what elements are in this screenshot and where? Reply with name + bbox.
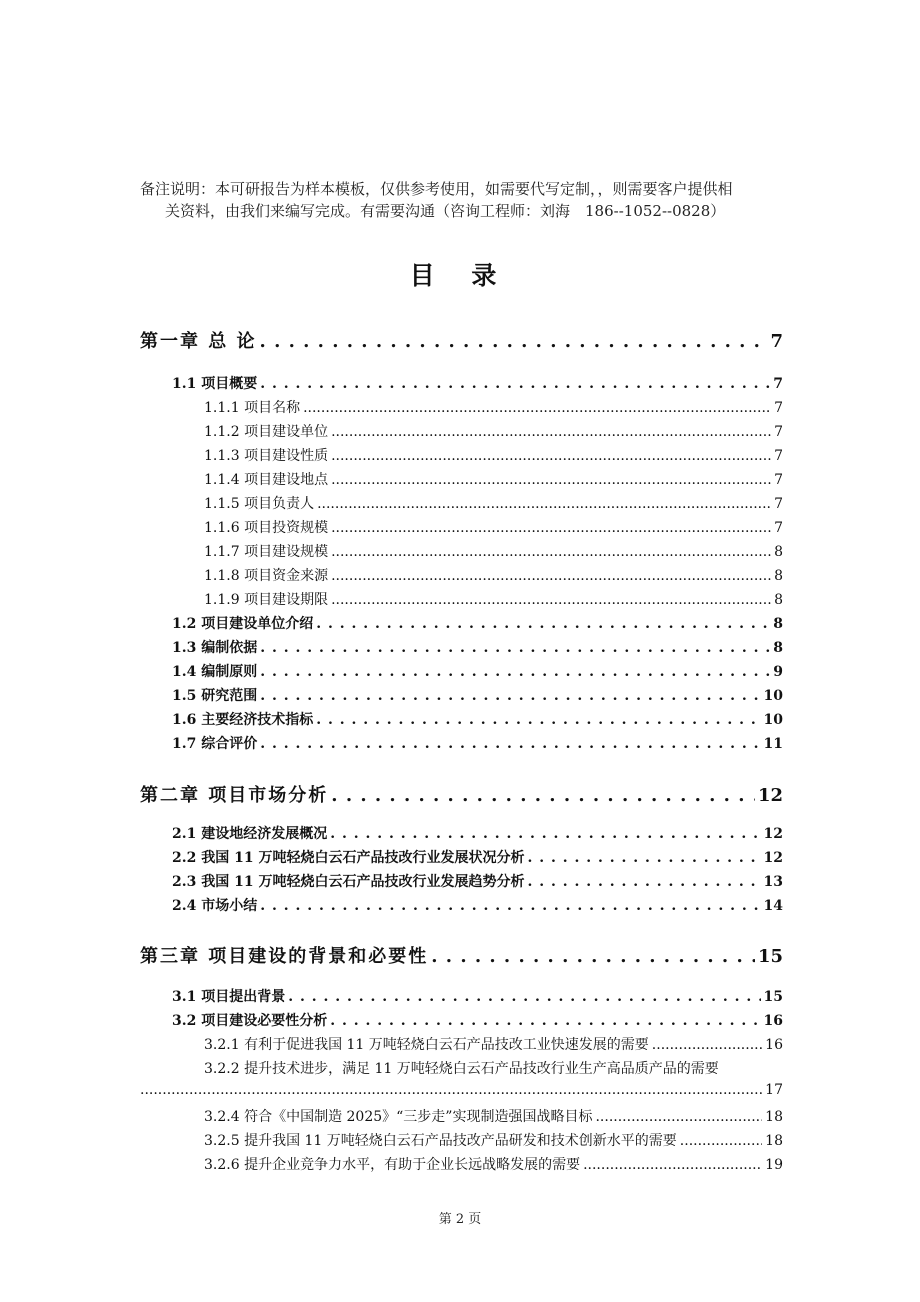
toc-entry-wrapped-leader[interactable]: ..... 17 (140, 1082, 783, 1098)
toc-entry[interactable]: 1.1 项目概要 . . . 7 (172, 373, 783, 393)
toc-entry[interactable]: 1.4 编制原则 . . . 9 (172, 661, 783, 681)
toc-entry[interactable]: 1.5 研究范围 . . . 10 (172, 685, 783, 705)
toc-entry[interactable]: 1.1.7 项目建设规模 ..... 8 (204, 541, 783, 561)
toc-entry[interactable]: 1.7 综合评价 . . . 11 (172, 733, 783, 753)
toc-entry[interactable]: 3.1 项目提出背景 . . . 15 (172, 986, 783, 1006)
toc-entry[interactable]: 1.3 编制依据 . . . 8 (172, 637, 783, 657)
toc-entry[interactable]: 3.2 项目建设必要性分析 . . . 16 (172, 1010, 783, 1030)
toc-entry[interactable]: 1.2 项目建设单位介绍 . . . 8 (172, 613, 783, 633)
toc-entry[interactable]: 3.2.5 提升我国 11 万吨轻烧白云石产品技改产品研发和技术创新水平的需要 ..... 18 (204, 1130, 783, 1150)
toc-title: 目 录 (409, 261, 511, 290)
disclaimer-line-2: 关资料，由我们来编写完成。有需要沟通（咨询工程师：刘海 186--1052--0828） (165, 202, 726, 220)
toc-entry[interactable]: 1.1.2 项目建设单位 ..... 7 (204, 421, 783, 441)
toc-chapter-3[interactable]: 第三章 项目建设的背景和必要性 . . . 15 (140, 942, 783, 968)
toc-entry[interactable]: 2.4 市场小结 . . . 14 (172, 895, 783, 915)
toc-entry[interactable]: 1.1.8 项目资金来源 ..... 8 (204, 565, 783, 585)
toc-entry[interactable]: 3.2.4 符合《中国制造 2025》“三步走”实现制造强国战略目标 ..... 18 (204, 1106, 783, 1126)
toc-entry[interactable]: 1.1.3 项目建设性质 ..... 7 (204, 445, 783, 465)
toc-entry[interactable]: 3.2.1 有利于促进我国 11 万吨轻烧白云石产品技改工业快速发展的需要 ..... 16 (204, 1034, 783, 1054)
toc-entry[interactable]: 1.1.4 项目建设地点 ..... 7 (204, 469, 783, 489)
toc-entry[interactable]: 1.1.5 项目负责人 ..... 7 (204, 493, 783, 513)
toc-chapter-2[interactable]: 第二章 项目市场分析 . . . 12 (140, 781, 783, 807)
toc-entry[interactable]: 1.6 主要经济技术指标 . . . 10 (172, 709, 783, 729)
page-number: 第 2 页 (438, 1212, 482, 1227)
toc-chapter-1[interactable]: 第一章 总 论 . . . 7 (140, 327, 783, 353)
toc-entry[interactable]: 1.1.9 项目建设期限 ..... 8 (204, 589, 783, 609)
disclaimer-note (140, 178, 785, 222)
toc-entry[interactable]: 2.3 我国 11 万吨轻烧白云石产品技改行业发展趋势分析 . . . 13 (172, 871, 783, 891)
toc-entry[interactable]: 2.1 建设地经济发展概况 . . . 12 (172, 823, 783, 843)
toc-entry[interactable]: 1.1.6 项目投资规模 ..... 7 (204, 517, 783, 537)
toc-entry[interactable]: 2.2 我国 11 万吨轻烧白云石产品技改行业发展状况分析 . . . 12 (172, 847, 783, 867)
toc-entry[interactable]: 1.1.1 项目名称 ..... 7 (204, 397, 783, 417)
toc-entry[interactable]: 3.2.6 提升企业竞争力水平，有助于企业长远战略发展的需要 ..... 19 (204, 1154, 783, 1174)
disclaimer-line-1: 备注说明：本可研报告为样本模板，仅供参考使用，如需要代写定制，，则需要客户提供相 (140, 180, 733, 198)
toc-entry-wrapped-title[interactable]: 3.2.2 提升技术进步，满足 11 万吨轻烧白云石产品技改行业生产高品质产品的需要 (204, 1061, 719, 1077)
